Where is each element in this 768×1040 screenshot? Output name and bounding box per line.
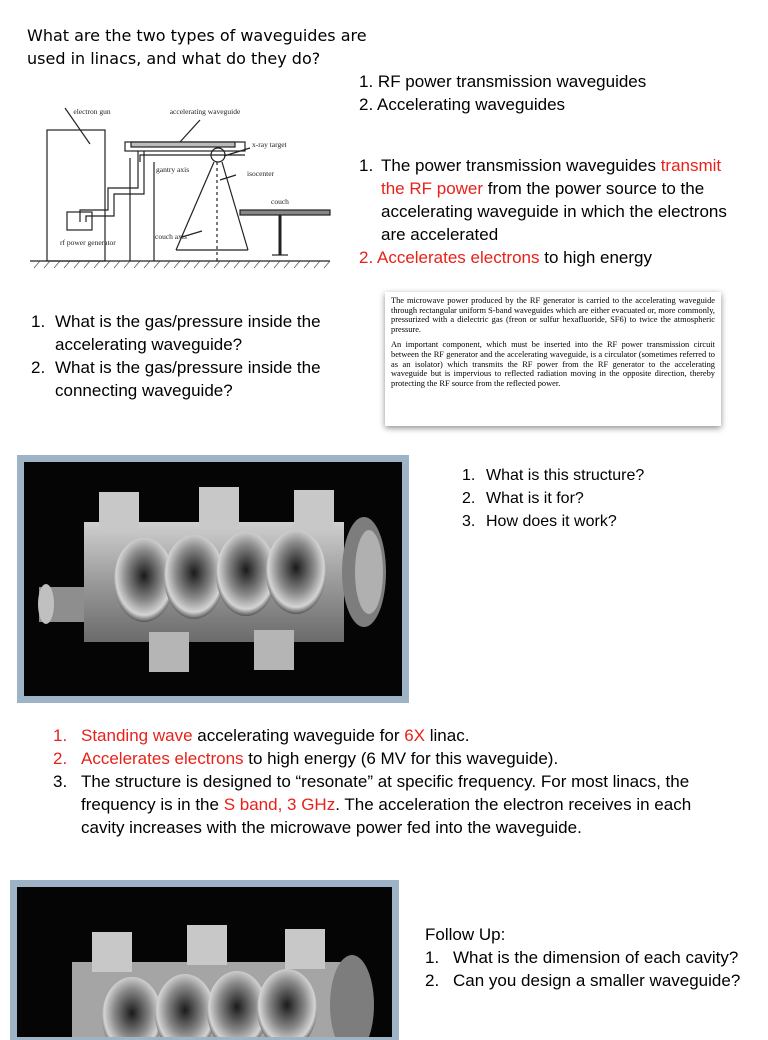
waveguide-photo-2 [10,880,399,1040]
follow-up [425,923,745,992]
excerpt-paragraph: The microwave power produced by the RF generator is carried to the accelerating waveguide through rectangular uniform S-band waveguides which are either evacuated or, more commonly, pressurized with a dielectric gas (freon or sulfur hexafluoride, SF6) to twice the atmospheric pressure. [391,296,715,334]
label-isocenter: isocenter [247,169,275,178]
label-rf-power-generator: rf power generator [60,238,116,247]
list-item: 2. Can you design a smaller waveguide? [425,971,741,990]
list-item: 1. The power transmission waveguides transmit the RF power from the power source to the accelerating waveguide in which the electrons are accelerated [359,156,727,244]
list-item: 3. How does it work? [462,513,617,530]
label-couch-axis: couch axis [155,232,187,241]
list-item: 2. Accelerating waveguides [359,95,566,114]
list-item: 2. What is the gas/pressure inside the connecting waveguide? [31,358,321,400]
list-item: 2. Accelerates electrons to high energy (6 MV for this waveguide). [53,749,559,768]
gas-questions [31,310,341,402]
follow-up-heading: Follow Up: [425,925,506,944]
list-item: 3. The structure is designed to “resonate” at specific frequency. For most linacs, the frequency is in the S band, 3 GHz. The acceleration the electron receives in each cavity increases with the microwave power fed into the waveguide. [53,772,692,837]
label-xray-target: x-ray target [252,140,287,149]
label-couch: couch [271,197,289,206]
structure-questions [462,464,752,533]
list-item: 1. What is the gas/pressure inside the accelerating waveguide? [31,312,321,354]
types-list [359,70,739,116]
waveguide-functions [359,154,739,269]
waveguide-photo [17,455,409,703]
answers-list [53,724,733,839]
list-item: 2. What is it for? [462,490,584,507]
textbook-excerpt [385,292,721,426]
excerpt-paragraph: An important component, which must be inserted into the RF power transmission circuit between the RF generator and the accelerating waveguide, is a circulator (sometimes referred to as an isolator) which transmits the RF power from the RF generator to the accelerating waveguide but is impervious to reflected radiation moving in the opposite direction, thereby protecting the RF source from the reflected power. [391,340,715,388]
list-item: 1. RF power transmission waveguides [359,72,647,91]
label-accelerating-waveguide: accelerating waveguide [169,107,241,116]
linac-diagram [30,100,335,272]
list-item: 1. What is this structure? [462,467,645,484]
page-title: What are the two types of waveguides are used in linacs, and what do they do? [27,26,367,68]
list-item: 1. What is the dimension of each cavity? [425,948,739,967]
follow-up-list [425,946,745,992]
list-item: 1. Standing wave accelerating waveguide for 6X linac. [53,726,470,745]
label-gantry-axis: gantry axis [156,165,190,174]
list-item: 2. Accelerates electrons to high energy [359,248,652,267]
label-electron-gun: electron gun [73,107,111,116]
